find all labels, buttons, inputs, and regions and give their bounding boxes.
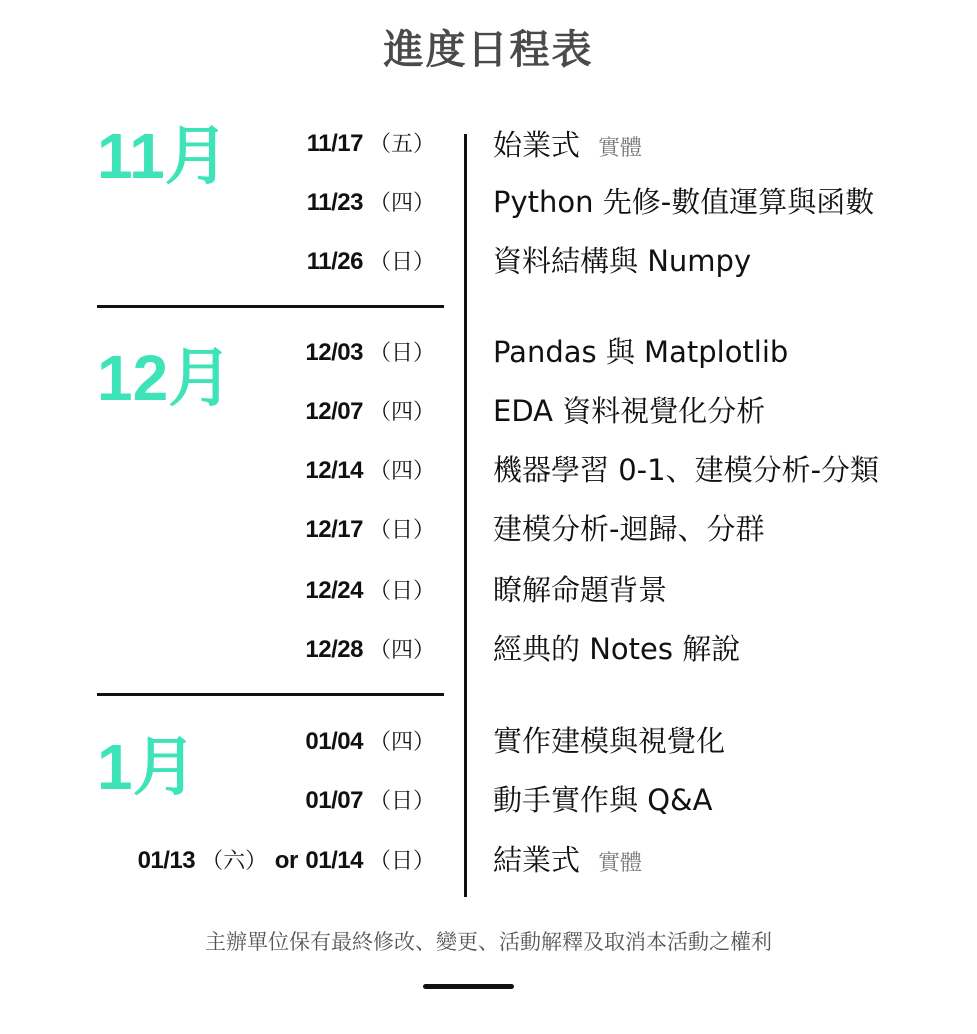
section-divider	[97, 693, 444, 696]
session-topic: 實作建模與視覺化	[493, 724, 726, 758]
session-date: 12/07 （四）	[305, 398, 435, 425]
session-topic: Pandas 與 Matplotlib	[493, 335, 789, 369]
session-date: 11/17 （五）	[306, 130, 435, 157]
session-topic: 結業式 實體	[493, 843, 643, 877]
session-topic: 瞭解命題背景	[493, 573, 668, 607]
session-date: 11/23 （四）	[306, 189, 435, 216]
session-topic: 經典的 Notes 解說	[493, 632, 741, 666]
session-date: 01/07 （日）	[305, 787, 435, 814]
session-tag: 實體	[598, 851, 643, 876]
session-topic: 始業式 實體	[493, 128, 643, 162]
session-date: 11/26 （日）	[306, 248, 435, 275]
or-label: or	[274, 847, 298, 874]
session-date: 12/24 （日）	[305, 577, 435, 604]
session-date: 01/04 （四）	[305, 728, 435, 755]
month-label-november: 11月	[97, 120, 229, 192]
month-label-december: 12月	[97, 342, 233, 414]
session-topic: Python 先修-數值運算與函數	[493, 185, 875, 219]
session-date: 01/13 （六） or 01/14 （日）	[137, 847, 435, 874]
session-date: 12/14 （四）	[305, 457, 435, 484]
session-date: 12/17 （日）	[305, 516, 435, 543]
session-tag: 實體	[598, 136, 643, 161]
session-topic: 資料結構與 Numpy	[493, 244, 752, 278]
home-indicator[interactable]	[423, 984, 514, 989]
page-title: 進度日程表	[383, 27, 594, 73]
session-date: 12/03 （日）	[305, 339, 435, 366]
section-divider	[97, 305, 444, 308]
timeline-divider	[464, 134, 467, 897]
session-topic: EDA 資料視覺化分析	[493, 394, 766, 428]
month-label-january: 1月	[97, 731, 197, 803]
session-topic: 機器學習 0-1、建模分析-分類	[493, 453, 880, 487]
session-topic: 建模分析-迴歸、分群	[493, 512, 765, 546]
footer-disclaimer: 主辦單位保有最終修改、變更、活動解釋及取消本活動之權利	[205, 930, 772, 954]
session-topic: 動手實作與 Q&A	[493, 783, 713, 817]
session-date: 12/28 （四）	[305, 636, 435, 663]
